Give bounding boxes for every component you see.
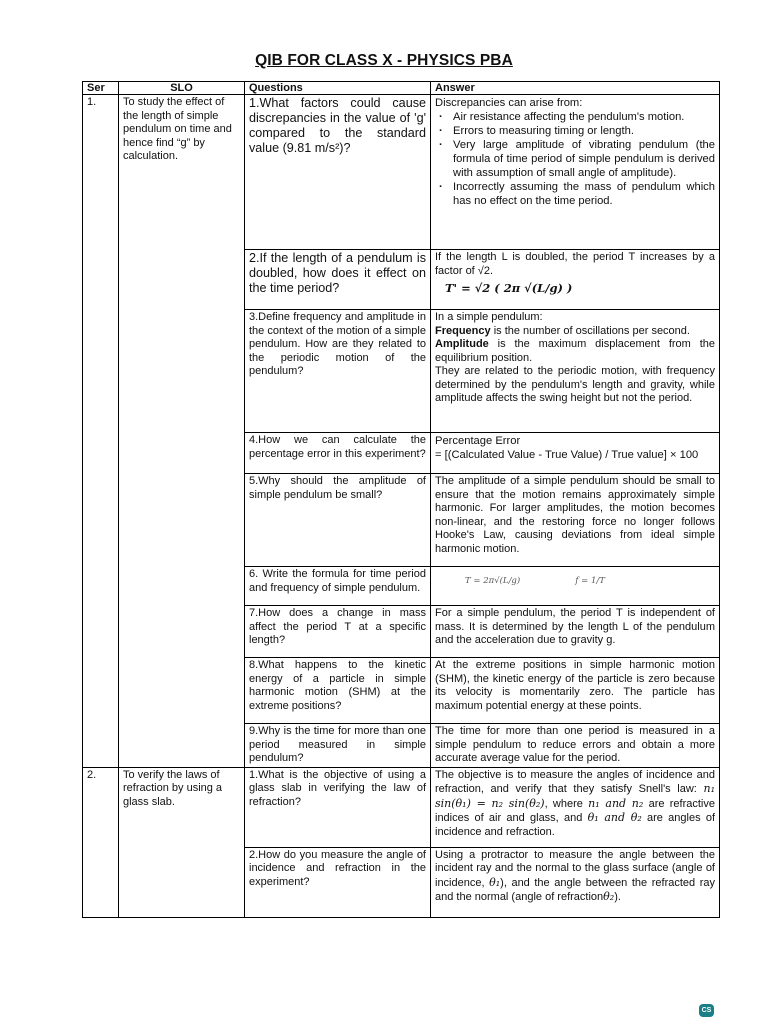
answer-bullet-list [435,110,715,208]
amplitude-definition: is the maximum displacement from the equilibrium position. [435,338,715,364]
question-cell: 7.How does a change in mass affect the period T at a specific length? [245,606,431,658]
answer-text: , where [544,797,589,810]
question-cell: 5.Why should the amplitude of simple pendulum be small? [245,474,431,567]
answer-cell [431,250,720,310]
header-answer: Answer [431,82,720,95]
qib-table [82,81,720,918]
table-row [83,95,720,250]
question-cell: 2.If the length of a pendulum is doubled, how does it effect on the time period? [245,250,431,310]
camscanner-badge-icon: CS [699,1004,714,1017]
answer-text: If the length L is doubled, the period T increases by a factor of √2. [435,251,715,277]
document-title: QIB FOR CLASS X - PHYSICS PBA [255,52,513,69]
answer-cell [431,767,720,847]
answer-text: are refractive indices of air and glass, and [435,797,715,824]
snell-law-formula: n₁ sin(θ₁) = n₂ sin(θ₂) [435,782,715,810]
answer-cell: For a simple pendulum, the period T is independent of mass. It is determined by the length L of the pendulum and the acceleration due to gravity g. [431,606,720,658]
question-cell: 2.How do you measure the angle of incidence and refraction in the experiment? [245,847,431,917]
formula-doubled-period: T' = √2 ( 2π √(L/g) ) [445,281,573,295]
answer-cell: The time for more than one period is measured in a simple pendulum to reduce errors and obtain a more accurate average value for the period. [431,724,720,768]
term-frequency: Frequency [435,324,491,337]
answer-frequency [435,325,715,339]
angle-symbols: θ₁ and θ₂ [587,811,642,824]
answer-text: ), and the angle between the refracted ray and the normal (angle of refraction [435,876,715,903]
formula-frequency: f = 1/T [575,576,605,586]
answer-cell [431,95,720,250]
ser-cell-1: 1. [83,95,119,768]
answer-text: ). [614,891,621,903]
answer-text: Using a protractor to measure the angle between the incident ray and the normal to the glass surface (angle of incidence, [435,848,715,889]
frequency-definition: is the number of oscillations per second. [490,324,690,337]
header-questions: Questions [245,82,431,95]
question-cell: 3.Define frequency and amplitude in the context of the motion of a simple pendulum. How are they related to the periodic motion of the pendulum? [245,310,431,433]
answer-cell [431,433,720,474]
answer-bullet: · Very large amplitude of vibrating pendulum (the formula of time period of simple pendulum is derived with assumption of small angle of amplitude). [453,138,715,180]
answer-intro: Discrepancies can arise from: [435,97,583,109]
answer-cell [431,310,720,433]
answer-line: = [(Calculated Value - True Value) / True value] × 100 [435,449,699,461]
header-ser: Ser [83,82,119,95]
slo-cell-1: To study the effect of the length of simple pendulum on time and hence find “g” by calculation. [119,95,245,768]
term-amplitude: Amplitude [435,338,489,350]
answer-line: Percentage Error [435,435,521,447]
answer-cell: At the extreme positions in simple harmonic motion (SHM), the kinetic energy of the particle is zero because its velocity is momentarily zero. The particle has maximum potential energy at these points. [431,658,720,724]
question-cell: 8.What happens to the kinetic energy of a particle in simple harmonic motion (SHM) at the extreme positions? [245,658,431,724]
question-cell: 6. Write the formula for time period and frequency of simple pendulum. [245,567,431,606]
question-cell: 1.What is the objective of using a glass slab in verifying the law of refraction? [245,767,431,847]
question-cell: 9.Why is the time for more than one period measured in simple pendulum? [245,724,431,768]
question-cell: 4.How we can calculate the percentage error in this experiment? [245,433,431,474]
answer-relation: They are related to the periodic motion, with frequency determined by the pendulum's length and gravity, while amplitude affects the swing height but not the period. [435,365,715,404]
ser-cell-2: 2. [83,767,119,917]
formula-period: T = 2π√(L/g) [465,576,521,586]
answer-bullet: · Errors to measuring timing or length. [453,124,715,138]
answer-bullet: · Incorrectly assuming the mass of pendulum which has no effect on the time period. [453,180,715,208]
answer-text: The objective is to measure the angles of incidence and refraction, and verify that they satisfy Snell's law: [435,768,715,795]
slo-cell-2: To verify the laws of refraction by using a glass slab. [119,767,245,917]
header-slo: SLO [119,82,245,95]
answer-bullet: · Air resistance affecting the pendulum's motion. [453,110,715,124]
answer-cell: The amplitude of a simple pendulum should be small to ensure that the motion remains approximately simple harmonic. For larger amplitudes, the motion becomes non-linear, and the restoring force no longer follows Hooke's Law, causing deviations from ideal simple harmonic motion. [431,474,720,567]
question-cell: 1.What factors could cause discrepancies in the value of 'g' compared to the standard value (9.81 m/s²)? [245,95,431,250]
answer-intro: In a simple pendulum: [435,311,543,323]
answer-amplitude [435,338,715,365]
answer-cell [431,567,720,606]
answer-text: are angles of incidence and refraction. [435,812,715,838]
refractive-indices-symbols: n₁ and n₂ [588,796,644,810]
theta1-symbol: θ₁ [489,875,501,889]
header-row [83,82,720,95]
theta2-symbol: θ₂ [603,890,615,903]
answer-cell [431,847,720,917]
table-row [83,767,720,847]
